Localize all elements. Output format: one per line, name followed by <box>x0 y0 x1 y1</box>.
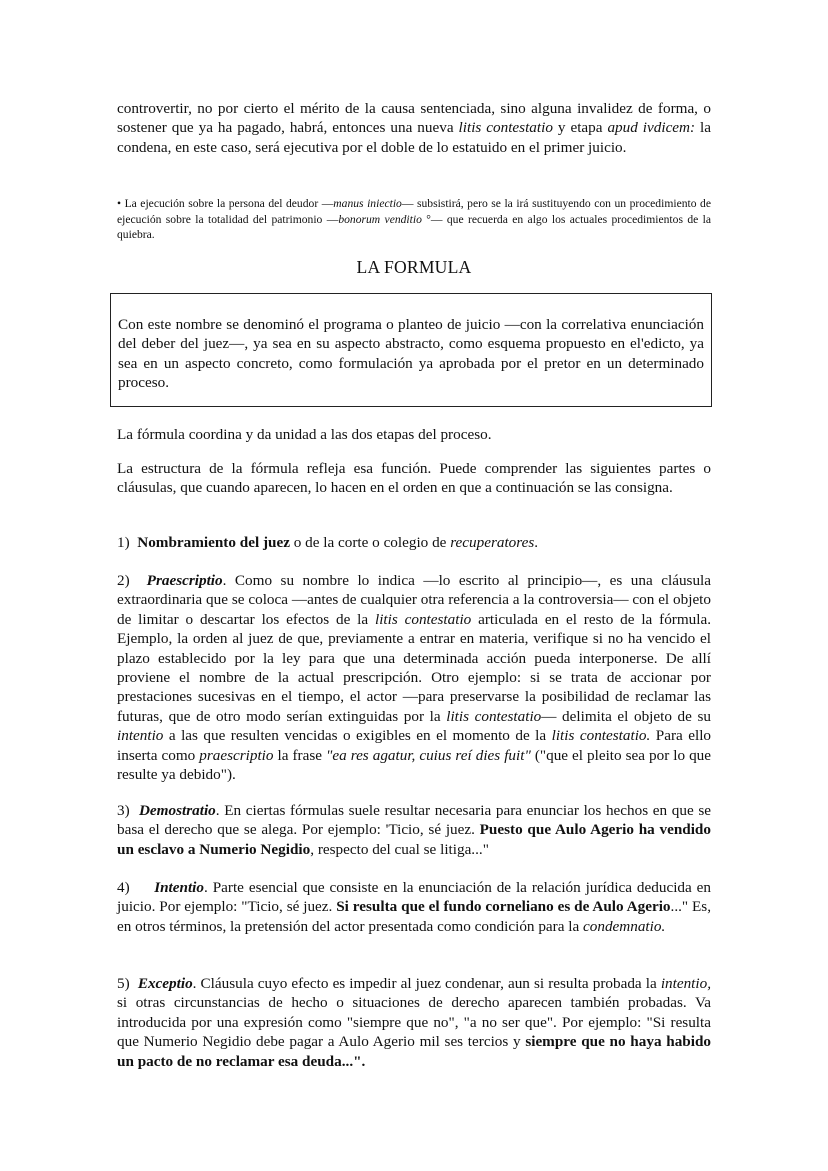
text-run: a las que resulten vencidas o exigibles en el momento de la <box>163 727 552 745</box>
italic-term: bonorum venditio <box>338 212 422 226</box>
italic-term: recuperatores <box>450 534 535 551</box>
text-run: . <box>534 534 539 551</box>
italic-quote: "ea res agatur, cuius reí dies fuit" <box>326 746 531 764</box>
clause-item-1 <box>117 533 711 552</box>
text-run: • La ejecución sobre la persona del deudor — <box>117 197 334 210</box>
italic-term: litis contestatio <box>446 707 542 725</box>
text-run: . Cláusula cuyo efecto es impedir al juez condenar, aun si resulta probada la <box>192 975 661 992</box>
italic-term: praescriptio <box>199 746 274 764</box>
text-run: . En ciertas fórmulas suele resultar necesaria para enunciar los hechos en que se basa el derecho que se alega. Por ejemplo: 'Ticio, sé juez. <box>117 802 711 839</box>
text-run: articulada en el resto de la fórmula. Ejemplo, la orden al juez de que, previamente a entrar en materia, verifique si no ha vencido el plazo establecido por la ley para que una determinada acción pueda interponerse. De allí proviene el nombre de la actual prescripción. Otro ejemplo: si se trata de accionar por prestaciones sucesivas en el tiempo, el actor —para preservarse la posibilidad de reclamar las futuras, que de otro modo serían extinguidas por la <box>117 610 712 725</box>
text-run: °— que recuerda en algo los actuales procedimientos de la quiebra. <box>117 212 711 242</box>
italic-term: litis contestatio. <box>551 727 651 745</box>
text-run: y etapa <box>552 119 608 137</box>
paragraph-structure: La estructura de la fórmula refleja esa función. Puede comprender las siguientes partes o cláusulas, que cuando aparecen, lo hacen en el orden en que a continuación se las consigna. <box>117 460 711 497</box>
text-run: . Como su nombre lo indica —lo escrito al principio—, es una cláusula extraordinaria que se coloca —antes de cualquier otra referencia a la controversia— con el objeto de limitar o descartar los efectos de la <box>117 572 711 628</box>
text-run: — delimita el objeto de su <box>541 707 712 725</box>
text-run: si otras circunstancias de hecho o situaciones de derecho aparecen también probadas. Va introducida por una expresión como "siempre que no", "a no ser que". Por ejemplo: "Si resulta que Numerio Negidio debe pagar a Aulo Agerio mil ses tercios y <box>117 994 711 1051</box>
bold-term: Nombramiento del juez <box>137 534 290 551</box>
footnote <box>117 196 711 243</box>
item-number: 4) <box>117 879 155 896</box>
italic-term: litis contestatio <box>374 610 472 628</box>
paragraph-unity: La fórmula coordina y da unidad a las dos etapas del proceso. <box>117 426 492 443</box>
item-number: 2) <box>117 572 147 589</box>
clause-item-3 <box>117 801 711 859</box>
bold-example: Puesto que Aulo Agerio ha vendido un esclavo a Numerio Negidio <box>117 821 711 858</box>
clause-term: Intentio <box>154 879 205 896</box>
text-run: o de la corte o colegio de <box>289 534 451 551</box>
clause-term: Demostratio <box>138 802 216 819</box>
italic-term: manus iniectio <box>333 197 402 210</box>
italic-term: intentio, <box>660 975 712 992</box>
italic-term: apud ivdicem: <box>607 119 696 137</box>
text-run: ("que el pleito sea por lo que resulte ya debido"). <box>117 746 712 784</box>
clause-item-4 <box>117 878 711 936</box>
text-run: Para ello inserta como <box>117 727 712 764</box>
definition-text: Con este nombre se denominó el programa o planteo de juicio —con la correlativa enunciación del deber del juez—, ya sea en su aspecto abstracto, como esquema propuesto en el'edicto, ya sea en un aspecto concreto, como formulación ya aprobada por el pretor en un determinado proceso. <box>118 316 704 392</box>
paragraph-intro <box>117 99 711 157</box>
text-run: controvertir, no por cierto el mérito de la causa sentenciada, sino alguna invalidez de forma, o sostener que ya ha pagado, habrá, entonces una nueva <box>117 100 711 137</box>
text-run: . Parte esencial que consiste en la enunciación de la relación jurídica deducida en juicio. Por ejemplo: "Ticio, sé juez. <box>117 879 711 916</box>
clause-item-5 <box>117 974 711 1071</box>
item-number: 3) <box>117 802 139 819</box>
text-run: — subsistirá, pero se la irá sustituyendo con un procedimiento de ejecución sobre la totalidad del patrimonio — <box>117 197 711 226</box>
text-run: , respecto del cual se litiga..." <box>310 840 489 858</box>
text-run: la condena, en este caso, será ejecutiva por el doble de lo estatuido en el primer juicio. <box>117 119 712 156</box>
item-number: 5) <box>117 975 138 992</box>
italic-term: intentio <box>117 727 164 745</box>
clause-item-2 <box>117 571 711 784</box>
clause-term: Praescriptio <box>146 572 223 589</box>
text-run: la frase <box>273 746 326 764</box>
item-number: 1) <box>117 534 138 551</box>
bold-example: Si resulta que el fundo corneliano es de Aulo Agerio <box>336 898 671 916</box>
text-run: ..." Es, en otros términos, la pretensión del actor presentada como condición para la <box>117 898 711 935</box>
italic-term: litis contestatio <box>458 119 553 137</box>
italic-term: condemnatio. <box>583 917 666 935</box>
definition-box <box>110 293 712 407</box>
bold-example: siempre que no haya habido un pacto de no reclamar esa deuda...". <box>117 1033 711 1070</box>
clause-term: Exceptio <box>137 975 193 992</box>
section-title: LA FORMULA <box>356 257 472 277</box>
